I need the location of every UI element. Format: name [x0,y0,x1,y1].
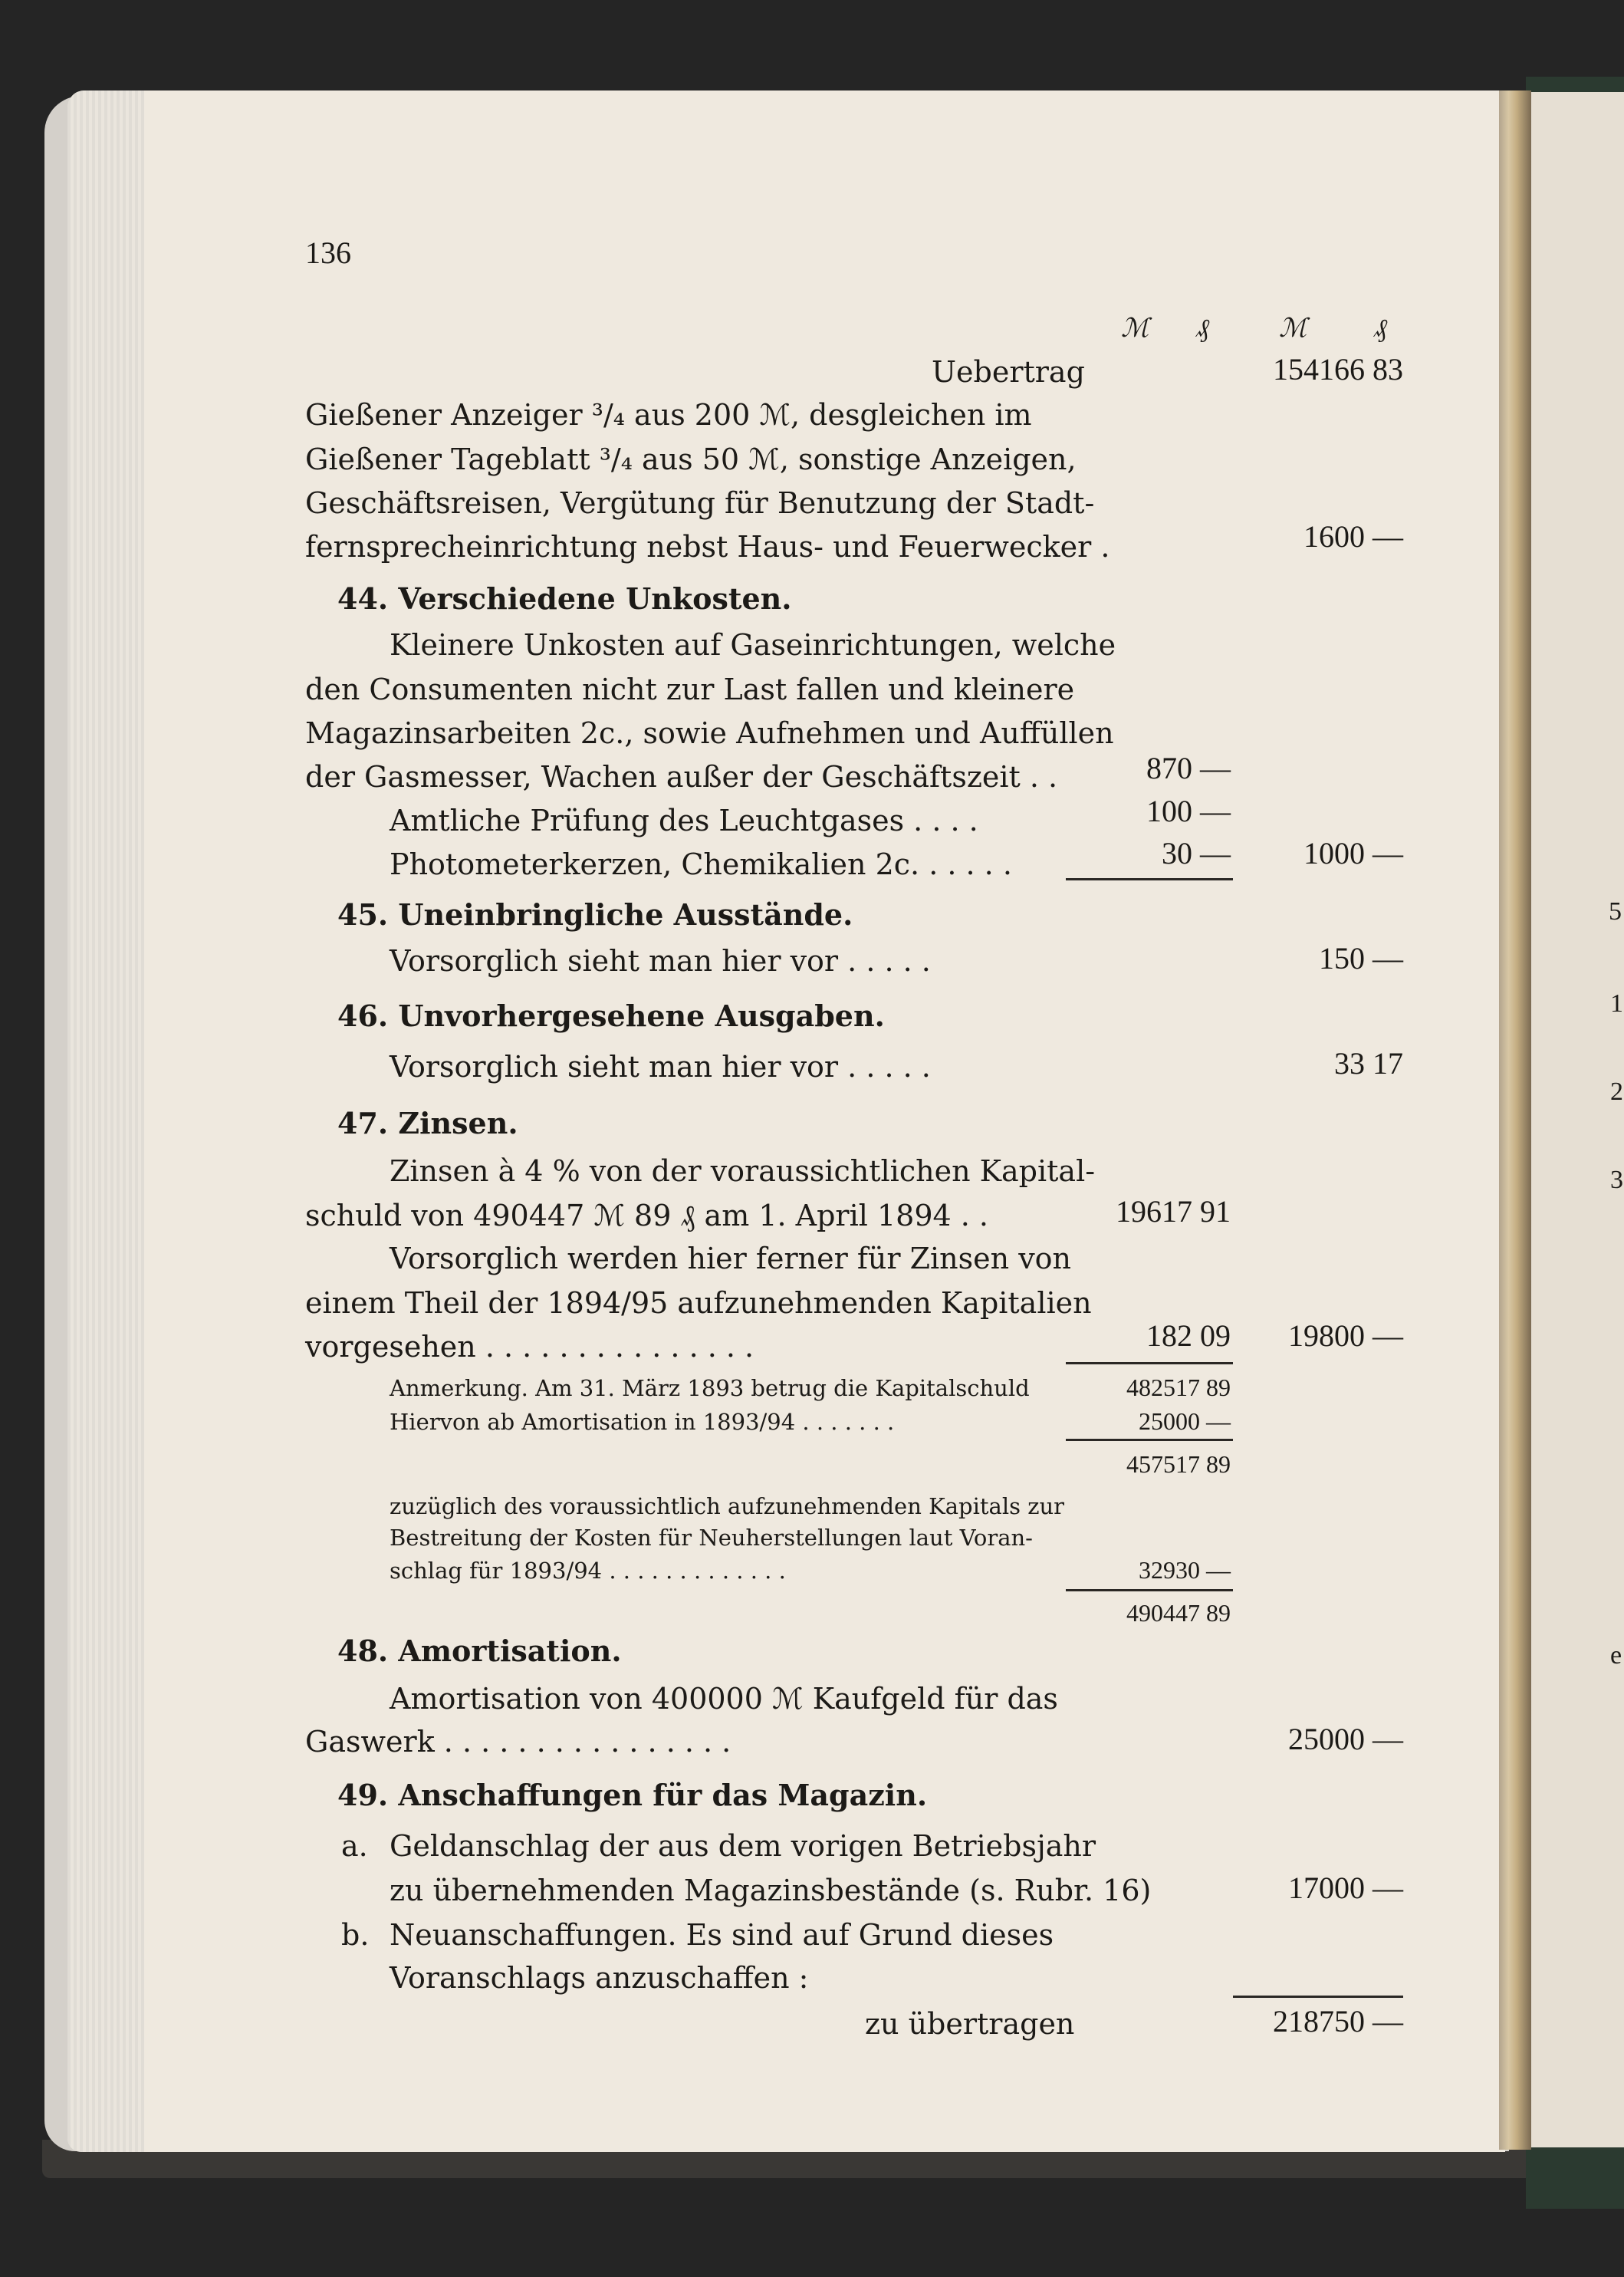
note-amount: 32930 — [1139,1556,1231,1584]
section-heading-46: 46. Unvorhergesehene Ausgaben. [337,999,885,1033]
note-line: zuzüglich des voraussichtlich aufzunehmenden Kapitals zur [390,1493,1065,1519]
note-total: 490447 89 [1126,1599,1231,1627]
amount: 182 09 [1146,1318,1231,1353]
sum-rule [1233,1996,1403,1998]
carry-forward-amount: 218750 — [1273,2004,1403,2038]
amount: 1600 — [1303,519,1403,554]
text-line: Geschäftsreisen, Vergütung für Benutzung der Stadt- [305,486,1095,520]
section-total: 25000 — [1288,1722,1403,1756]
item-label: a. [341,1829,368,1863]
currency-header-pfennig: ₰ [1196,314,1209,343]
item-label: b. [341,1918,370,1952]
sum-rule [1066,1362,1233,1364]
text-line: Gießener Tageblatt ³/₄ aus 50 ℳ, sonstige Anzeigen, [305,443,1077,476]
text-line: Zinsen à 4 % von der voraussichtlichen Kapital- [390,1154,1096,1188]
currency-header-pfennig: ₰ [1374,314,1387,343]
facing-page [1522,92,1624,2147]
text-line: zu übernehmenden Magazinsbestände (s. Rubr. 16) [390,1874,1152,1907]
text-line: der Gasmesser, Wachen außer der Geschäftszeit . . [305,760,1058,794]
text-line: Neuanschaffungen. Es sind auf Grund dieses [390,1918,1054,1952]
facing-page-fragment: 2 [1610,1078,1623,1106]
amount: 19617 91 [1116,1194,1231,1229]
facing-page-fragment: 1 [1610,989,1623,1018]
currency-header-mark: ℳ [1121,314,1149,343]
text-line: Kleinere Unkosten auf Gaseinrichtungen, welche [390,628,1116,662]
section-heading-47: 47. Zinsen. [337,1106,518,1140]
currency-header-mark: ℳ [1279,314,1307,343]
text-line: Gaswerk . . . . . . . . . . . . . . . . [305,1725,731,1759]
sum-rule [1066,878,1233,880]
carried-over-label: Uebertrag [932,355,1085,389]
facing-page-fragment: 3 [1610,1166,1623,1194]
note-line: Anmerkung. Am 31. März 1893 betrug die Kapitalschuld [390,1375,1030,1401]
text-line: Magazinsarbeiten 2c., sowie Aufnehmen und Auffüllen [305,716,1114,750]
section-total: 19800 — [1288,1318,1403,1353]
note-line: Hiervon ab Amortisation in 1893/94 . . . . . . . [390,1409,895,1435]
text-line: fernsprecheinrichtung nebst Haus- und Feuerwecker . [305,530,1110,564]
page-number: 136 [305,235,351,270]
note-subtotal: 457517 89 [1126,1450,1231,1478]
book-gutter [1499,90,1531,2150]
section-total: 17000 — [1288,1871,1403,1905]
text-line: Vorsorglich sieht man hier vor . . . . . [390,1050,931,1084]
carried-over-amount: 154166 83 [1273,352,1403,387]
section-total: 1000 — [1303,836,1403,870]
sum-rule [1066,1439,1233,1441]
text-line: Vorsorglich sieht man hier vor . . . . . [390,944,931,978]
text-line: Amtliche Prüfung des Leuchtgases . . . . [390,804,978,837]
section-total: 150 — [1319,941,1403,976]
note-amount: 482517 89 [1126,1374,1231,1401]
text-line: vorgesehen . . . . . . . . . . . . . . . [305,1330,754,1364]
text-line: einem Theil der 1894/95 aufzunehmenden Kapitalien [305,1286,1092,1320]
text-line: Amortisation von 400000 ℳ Kaufgeld für das [390,1682,1058,1716]
amount: 870 — [1146,751,1231,785]
carry-forward-label: zu übertragen [865,2007,1075,2041]
section-heading-45: 45. Uneinbringliche Ausstände. [337,897,853,932]
amount: 100 — [1146,794,1231,828]
section-total: 33 17 [1334,1046,1403,1081]
note-line: Bestreitung der Kosten für Neuherstellungen laut Voran- [390,1525,1033,1551]
section-heading-44: 44. Verschiedene Unkosten. [337,581,792,616]
note-amount: 25000 — [1139,1407,1231,1435]
section-heading-49: 49. Anschaffungen für das Magazin. [337,1778,928,1812]
amount: 30 — [1162,836,1231,870]
text-line: Vorsorglich werden hier ferner für Zinsen von [390,1242,1072,1275]
facing-page-fragment: 5 [1609,897,1622,926]
text-line: den Consumenten nicht zur Last fallen und kleinere [305,673,1075,706]
facing-page-fragment: e [1610,1641,1622,1670]
page-leaves-edge [67,90,144,2152]
text-line: Geldanschlag der aus dem vorigen Betriebsjahr [390,1829,1096,1863]
section-heading-48: 48. Amortisation. [337,1634,622,1668]
text-line: Photometerkerzen, Chemikalien 2c. . . . . . [390,847,1012,881]
sum-rule [1066,1589,1233,1591]
text-line: Gießener Anzeiger ³/₄ aus 200 ℳ, desgleichen im [305,398,1032,432]
note-line: schlag für 1893/94 . . . . . . . . . . . . . [390,1558,786,1584]
text-line: schuld von 490447 ℳ 89 ₰ am 1. April 1894 . . [305,1199,988,1232]
text-line: Voranschlags anzuschaffen : [390,1961,809,1995]
